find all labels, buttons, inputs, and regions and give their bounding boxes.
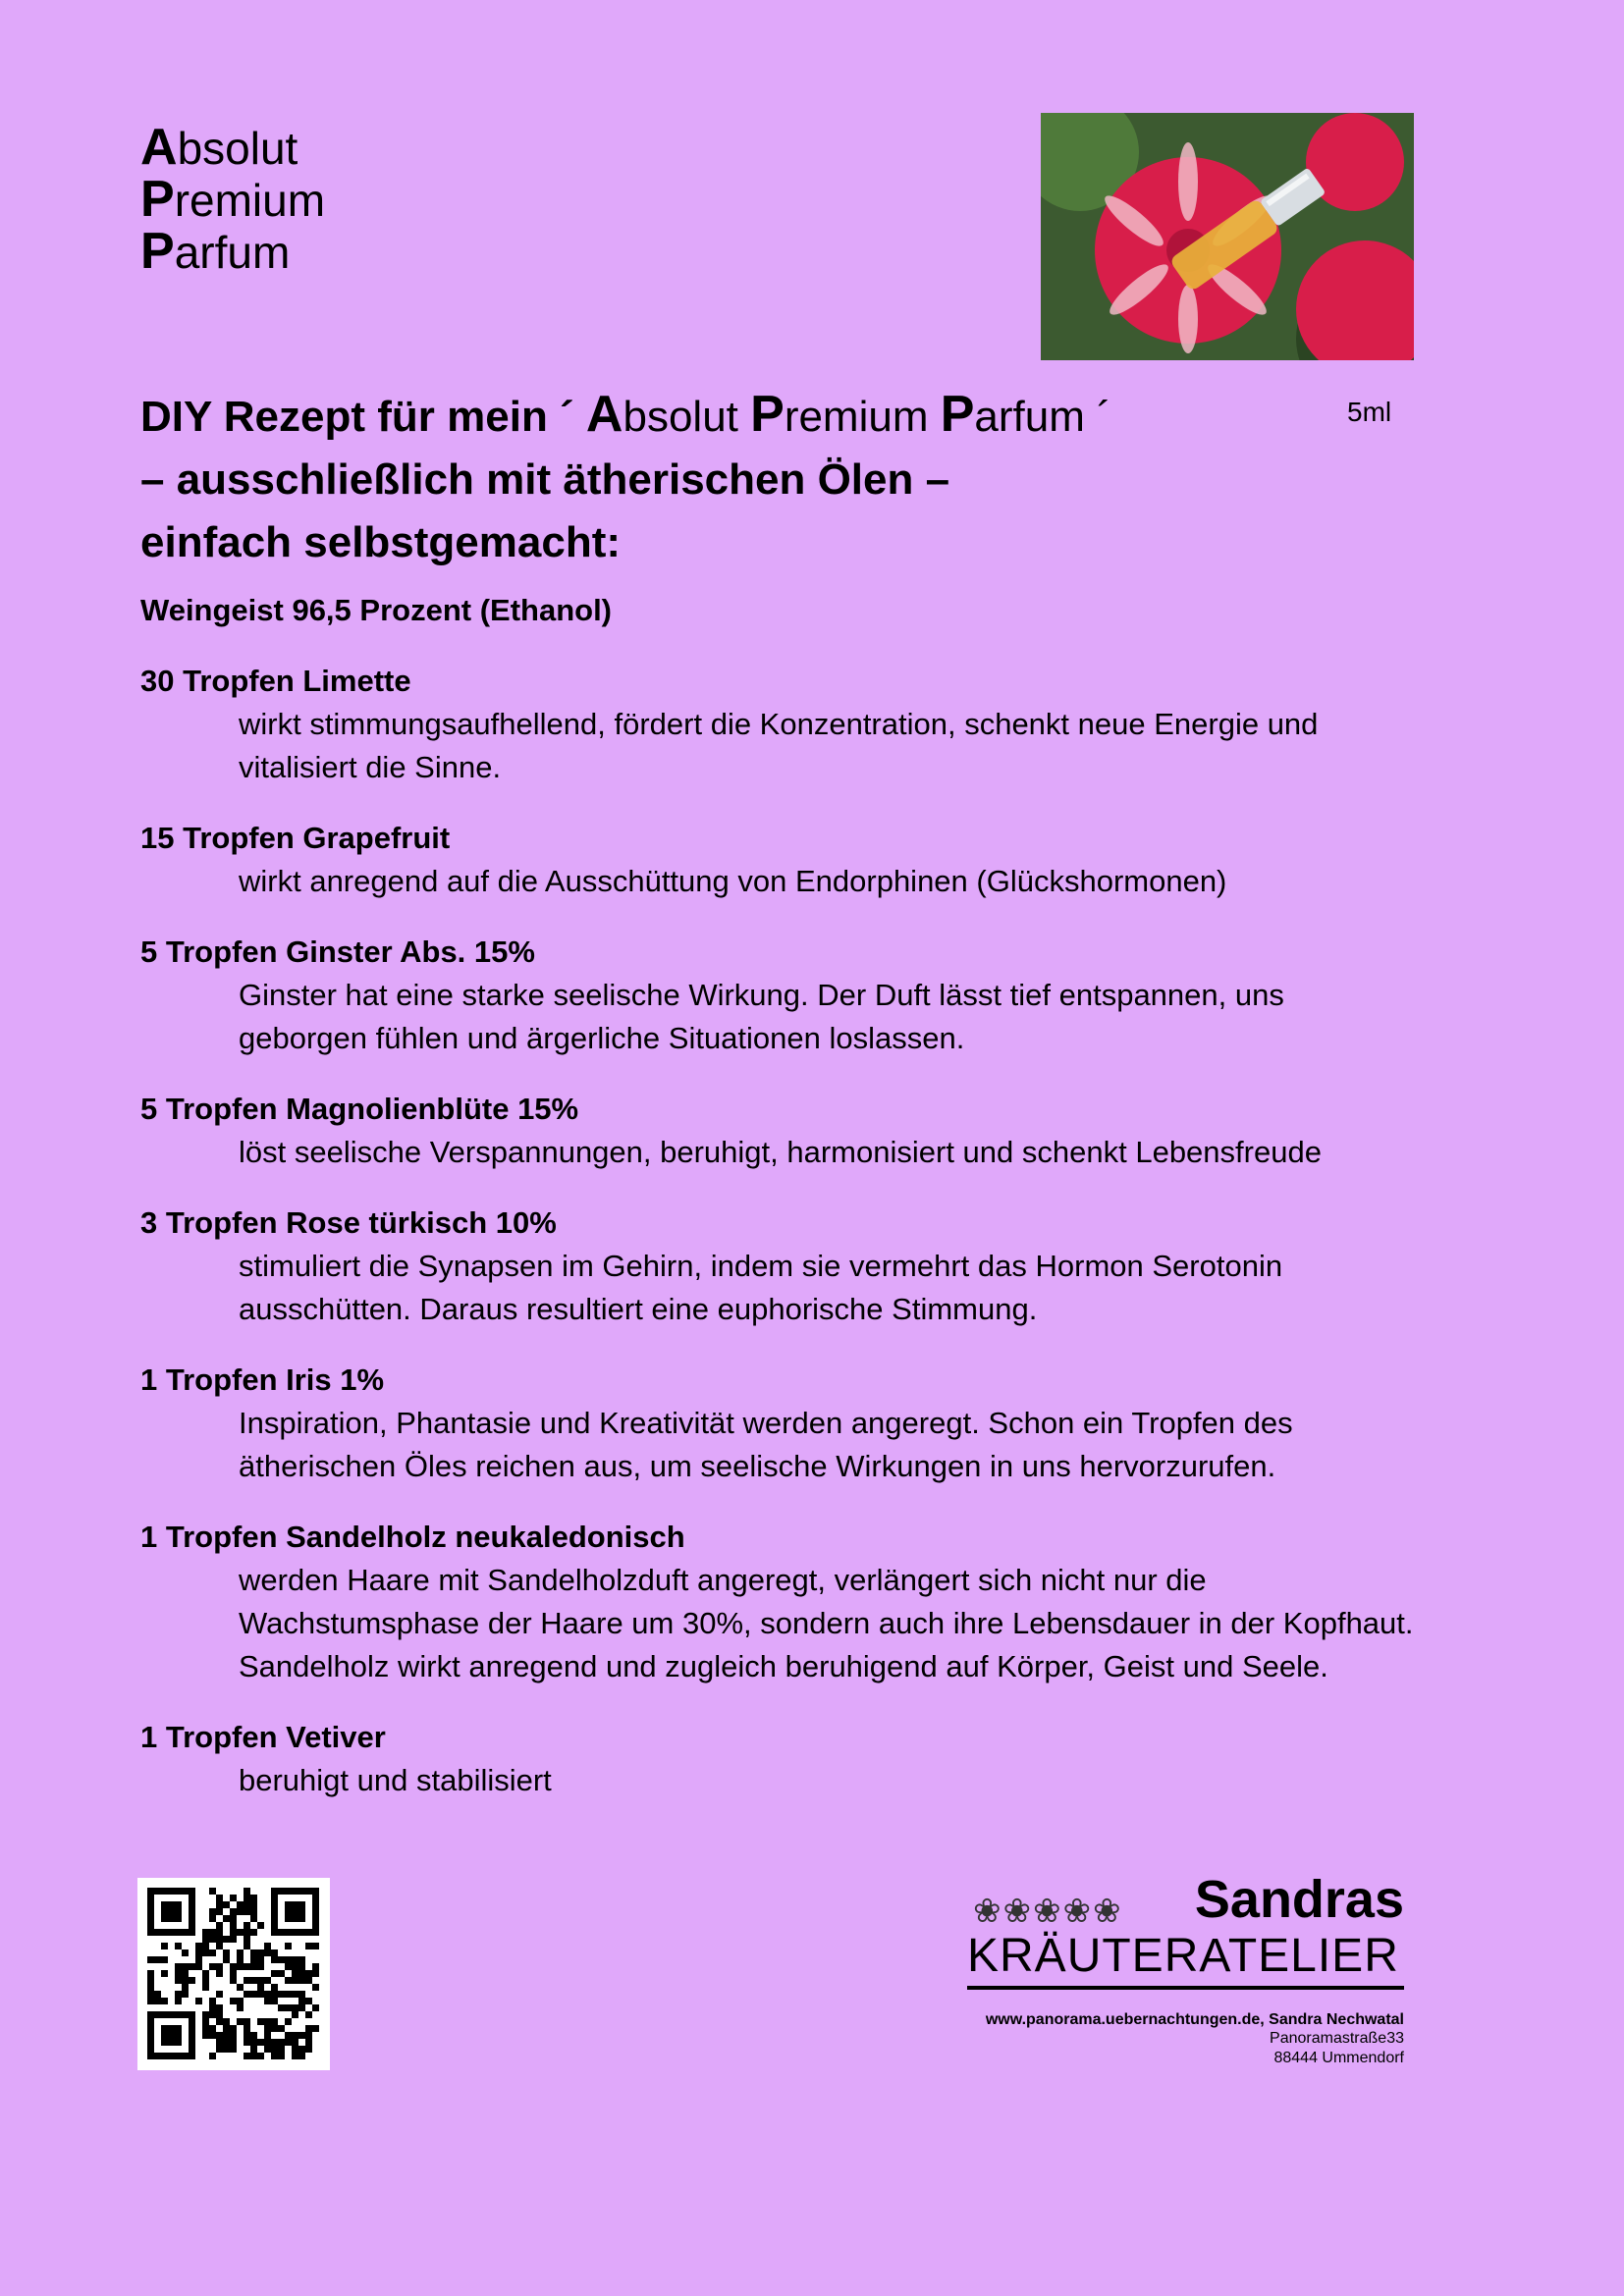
headline-line-2: – ausschließlich mit ätherischen Ölen – <box>140 455 950 504</box>
ingredient-title: 1 Tropfen Sandelholz neukaledonisch <box>140 1520 685 1554</box>
footer-website[interactable]: www.panorama.uebernachtungen.de, Sandra Nechwatal <box>985 2011 1404 2028</box>
ingredient-description: löst seelische Verspannungen, beruhigt, harmonisiert und schenkt Lebensfreude <box>239 1135 1322 1169</box>
headline-line-1: DIY Rezept für mein ´ Absolut Premium Parfum ´ <box>140 386 1111 443</box>
ingredient-item <box>140 1716 1427 1802</box>
ingredient-item <box>140 660 1427 789</box>
ingredient-title: 15 Tropfen Grapefruit <box>140 821 451 855</box>
footer-city: 88444 Ummendorf <box>1273 2050 1404 2066</box>
ingredient-item <box>140 1516 1427 1688</box>
ingredient-item <box>140 1201 1427 1331</box>
ingredient-description: wirkt anregend auf die Ausschüttung von Endorphinen (Glückshormonen) <box>239 864 1227 898</box>
recipe-headline <box>140 383 1260 574</box>
base-ingredient: Weingeist 96,5 Prozent (Ethanol) <box>140 593 613 627</box>
ingredient-description: wirkt stimmungsaufhellend, fördert die Konzentration, schenkt neue Energie und vitalisiert die Sinne. <box>239 707 1319 784</box>
brand-logo-text: Absolut Premium Parfum <box>140 119 326 280</box>
ingredient-item <box>140 817 1427 903</box>
qr-code-icon[interactable] <box>137 1878 330 2070</box>
ingredient-description: stimuliert die Synapsen im Gehirn, indem sie vermehrt das Hormon Serotonin ausschütten. Daraus resultiert eine euphorische Stimmung. <box>239 1249 1283 1326</box>
ingredient-item <box>140 1088 1427 1174</box>
ingredient-item <box>140 931 1427 1060</box>
ingredient-title: 3 Tropfen Rose türkisch 10% <box>140 1205 557 1240</box>
ingredient-item <box>140 1359 1427 1488</box>
ingredient-title: 1 Tropfen Vetiver <box>140 1720 386 1754</box>
footer-brand-subtitle: KRÄUTERATELIER <box>967 1929 1404 1990</box>
ingredient-description: Inspiration, Phantasie und Kreativität werden angeregt. Schon ein Tropfen des ätherischen Öles reichen aus, um seelische Wirkungen in uns hervorzurufen. <box>239 1406 1293 1483</box>
flower-icon: ❀❀❀❀❀ <box>973 1893 1123 1930</box>
ingredient-description: beruhigt und stabilisiert <box>239 1763 552 1797</box>
ingredient-description: Ginster hat eine starke seelische Wirkung. Der Duft lässt tief entspannen, uns geborgen fühlen und ärgerliche Situationen loslassen. <box>239 978 1284 1055</box>
perfume-flower-photo <box>1041 113 1414 360</box>
headline-line-3: einfach selbstgemacht: <box>140 518 622 566</box>
ingredient-title: 1 Tropfen Iris 1% <box>140 1362 385 1397</box>
ingredient-title: 30 Tropfen Limette <box>140 664 411 698</box>
volume-label: 5ml <box>1347 397 1392 427</box>
recipe-list <box>140 589 1427 1830</box>
footer-street: Panoramastraße33 <box>1270 2030 1404 2047</box>
ingredient-description: werden Haare mit Sandelholzduft angeregt, verlängert sich nicht nur die Wachstumsphase der Haare um 30%, sondern auch ihre Lebensdauer in der Kopfhaut. Sandelholz wirkt anregend und zugleich beruhigend auf Körper, Geist und Seele. <box>239 1563 1414 1683</box>
ingredient-title: 5 Tropfen Ginster Abs. 15% <box>140 934 535 969</box>
atelier-footer <box>967 1870 1404 2068</box>
footer-brand-name: Sandras <box>1194 1870 1404 1929</box>
ingredient-title: 5 Tropfen Magnolienblüte 15% <box>140 1092 579 1126</box>
